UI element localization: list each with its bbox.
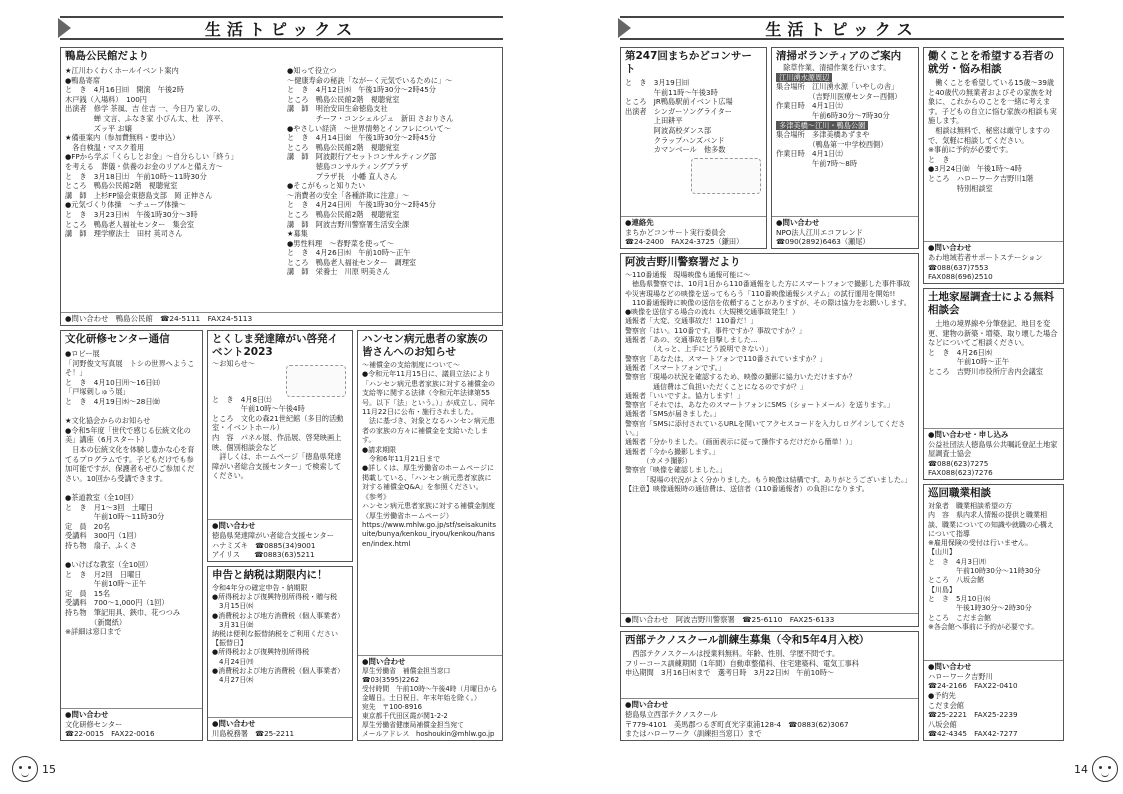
section-body: ●ロビー展 「河野俊文写真展 トシの世界へようこそ！」 と き 4月10日㈪～16日㈰ 「戸塚刺しゅう展」 と き 4月19日㈬～28日㈮ ★文化協会からのお知らせ ●令和5年度「世代で感じる伝統文化の美」講座（6月スタート） 日本の伝統文化を体験し豊かな心を育てるプログラムです。子どもだけでも参加可能ですが、保護者もぜひご参加ください。10回から受講できます。 ●茶道教室（全10回） と き 月1～3回 土曜日 午前10時～11時30分 定 員 20名 受講料 300円（1回） 持ち物 扇子、ふくさ ●いけばな教室（全10回） と き 月2回 日曜日 午前10時～正午 定 員 15名 受講料 700～1,000円（1回） 持ち物 筆記用具、鋏巾、花つつみ （新聞紙） ※詳細は窓口まで — [65, 349, 195, 637]
section-body: 土地の境界線や分筆登記、地目を変更、建物の新築・増築、取り壊した場合などについてご相談ください。 と き 4月26日㈬ 午前10時～正午 ところ 吉野川市役所庁舎内会議室 — [928, 319, 1058, 376]
police-section — [620, 253, 919, 627]
music-notes-icon — [691, 158, 761, 194]
section-body: 除草作業、清掃作業を行います。 — [783, 63, 891, 72]
shinkoku-section — [207, 566, 353, 741]
area-label: 多津美橋～江川・鴨島公園 — [776, 121, 868, 130]
contact-heading: ●問い合わせ — [928, 243, 972, 253]
left-banner — [60, 16, 503, 40]
section-body: 対象者 職業相談希望の方 内 容 県内求人情報の提供と職業相談、職業についての知識や就職の心構えについて指導 ※雇用保険の受付は行いません。 【山川】 と き 4月3日㈪ 午前10時30分～11時30分 ところ 八坂会館 【川島】 と き 5月10日㈬ 午後1時30分～2時30分 ところ こだま会館 ※各会館へ事前に予約が必要です。 — [928, 502, 1054, 631]
techno-section — [620, 631, 919, 741]
contact-info: 徳島県発達障がい者総合支援センター ハナミズキ ☎0885(34)9001 アイリス ☎0883(63)5211 — [212, 531, 334, 560]
section-body: 集合場所 多津美橋あずまや （鴨島第一中学校西側） 作業日時 4月1日㈯ 午前7時～8時 — [776, 130, 888, 168]
section-body: ★江川わくわくホールイベント案内 ●鴨島寄席 と き 4月16日㈰ 開演 午後2時 木戸銭（入場料） 100円 出演者 修学 茶風、吉 住吉 一、今日乃 家しの、 蝉 文言、ふなき家 小びん太、杜 淳平、 ズッ平 お嬢 ★備亜案内（参加費無料・要申込） 各自検温・マスク着用 ●FPから学ぶ「くらしとお金」～自分らしい「終う」 を考える 葬儀・供養のお金のリアルと備え方～ と き 3月18日㈯ 午前10時～11時30分 ところ 鴨島公民館2階 視聴覚室 講 師 上杉FP協会東徳島支部 岡 正伸さん ●元気づくり体操 ～チューブ体操～ と き 3月23日㈭ 午後1時30分～3時 ところ 鴨島老人福祉センター 集会室 講 師 理学療法士 田村 英司さん — [65, 66, 238, 239]
concert-section — [620, 47, 767, 249]
section-title: 文化研修センター通信 — [65, 333, 170, 345]
contact-info: 徳島県立西部テクノスクール 〒779-4101 美馬郡つるぎ町貞光字東浦128-4 ☎0883(62)3067 またはハローワーク（訓練担当窓口）まで — [625, 710, 849, 739]
section-body: 集合場所 江川湧水源「いやしの舎」 （吉野川医療センター西側） 作業日時 4月1日㈯ 午前6時30分～7時30分 — [776, 82, 902, 120]
contact-heading: ●問い合わせ — [625, 700, 669, 710]
kamojima-section — [60, 47, 503, 326]
contact-info: ●問い合わせ 鴨島公民館 ☎24-5111 FAX24-5113 — [61, 312, 502, 325]
hansen-section — [357, 330, 503, 741]
section-body: と き 3月19日㈰ 午前11時～午後3時 ところ JR鴨島駅前イベント広場 出演者 シンガーソングライター 上田耕平 阿波高校ダンス部 クラップハンズバンド カマンベール 他多数 — [625, 78, 733, 155]
event-logo-icon — [286, 365, 346, 397]
contact-heading: ●問い合わせ — [212, 719, 256, 729]
tokushima-section — [207, 330, 353, 562]
section-title: 清掃ボランティアのご案内 — [776, 50, 902, 62]
section-title: 西部テクノスクール訓練生募集（令和5年4月入校） — [625, 634, 870, 646]
section-body: 西部テクノスクールは授業料無料。年齢、性別、学歴不問です。 フリーコース訓練期間（1年間）自動車整備科、住宅建築科、電気工事科 申込期間 3月16日㈭まで 選考日時 3月22日㈬ 午前10時～ — [625, 649, 859, 678]
contact-heading: ●問い合わせ — [928, 661, 972, 671]
banner-arrow-icon — [58, 18, 71, 38]
section-body: と き 4月8日㈯ 午前10時～午後4時 ところ 文化の森21世紀館（多目的活動室・イベントホール） 内 容 パネル展、作品展、啓発映画上映、個別相談会など 詳しくは、ホームページ「徳島県発達障がい者総合支援センター」で検索してください。 — [212, 394, 344, 481]
contact-info: ハローワーク吉野川 ☎24-2166 FAX22-0410 ●予約先 こだま会館 ☎25-2221 FAX25-2239 八坂会館 ☎42-4345 FAX42-7277 — [928, 671, 1018, 739]
contact-info: ●問い合わせ 阿波吉野川警察署 ☎25-6110 FAX25-6133 — [621, 613, 918, 626]
section-body: ～110番通報 現場映像も通報可能に～ 徳島県警察では、10月1日から110番通報をした方にスマートフォンで撮影した事件事故や災害現場などの映像を送ってもらう「110番映像通報システム」の試行運用を開始!! 110番通報時に映像の送信を依頼することがありますが、その際は協力をお願いします。 ●映像を送信する場合の流れ（大規模交通事故発生！） 通報者「大変、交通事故だ！110番だ！」 警察官「はい。110番です。事件ですか？事故ですか？」 通報者「あの、交通事故を目撃しました… （えっと、上手にどう説明できない）」 警察官「あなたは、スマートフォンで110番されていますか？」 通報者「スマートフォンです。」 警察官「現場の状況を確認するため、映像の撮影に協力いただけますか？ 通信費はご負担いただくことになるのですが？」 通報者「いいですよ。協力します！」 警察官「それでは、あなたのスマートフォンにSMS（ショートメール）を送ります。」 通報者「SMSが届きました。」 警察官「SMSに添付されているURLを開いてアクセスコードを入力しログインしてください。」 通報者「分かりました。（画面表示に従って操作するだけだから簡単！）」 通報者「今から撮影します。」 （カメラ撮影） 警察官「映像を確認しました。」 「現場の状況がよく分かりました。もう映像は結構です。ありがとうございました。」 【注意】映像通報時の通信費は、送信者（110番通報者）の負担になります。 — [625, 271, 912, 493]
contact-info: 公益社団法人徳島県公共嘱託登記土地家屋調査士協会 ☎088(623)7275 FAX088(623)7276 — [928, 439, 1058, 478]
mascot-icon — [12, 756, 38, 782]
section-title: 土地家屋調査士による無料相談会 — [928, 291, 1054, 316]
seiso-section — [771, 47, 919, 249]
contact-info: 厚生労働省 補償金担当窓口 ☎03(3595)2262 受付時間 午前10時～午後4時（月曜日から金曜日。土日祝日、年末年始を除く。） 宛先 〒100-8916 東京都千代田区霞が関1-2-2 厚生労働省健康局補償金担当宛て メールアドレス hoshoukin@mhlw.go.jp — [362, 667, 498, 738]
banner-title: 生活トピックス — [204, 19, 359, 39]
section-title: とくしま発達障がい啓発イベント2023 — [212, 333, 338, 358]
section-title: 申告と納税は期限内に！ — [212, 569, 328, 581]
page-number: 14 — [1074, 763, 1088, 776]
right-banner — [620, 16, 1064, 40]
section-title: 第247回まちかどコンサート — [625, 50, 752, 75]
contact-info: まちかどコンサート実行委員会 ☎24-2400 FAX24-3725（鎌田） — [625, 227, 744, 247]
junkai-section — [923, 484, 1064, 741]
section-title: ハンセン病元患者の家族の皆さんへのお知らせ — [362, 333, 488, 358]
page-number: 15 — [42, 763, 56, 776]
banner-arrow-icon — [618, 18, 631, 38]
contact-heading: ●問い合わせ — [776, 217, 820, 227]
section-body: 働くことを希望している15歳～39歳と40歳代の無業者およびその家族を対象に、これからのことを一緒に考えます。子どもの自立に悩む家族の相談も実施します。 相談は無料で、秘密は厳守しますので、気軽に相談してください。 ※事前に予約が必要です。 と き ●3月24日㈮ 午後1時～4時 ところ ハローワーク吉野川1階 特別相談室 — [928, 78, 1057, 193]
section-body: 令和4年分の確定申告・納期限 ●所得税および復興特別所得税・贈与税 3月15日㈬ ●消費税および地方消費税（個人事業者） 3月31日㈮ 納税は便利な振替納税をご利用ください【振替日】 ●所得税および復興特別所得税 4月24日㈪ ●消費税および地方消費税（個人事業者） 4月27日㈭ — [212, 584, 345, 685]
tochi-section — [923, 288, 1064, 480]
hataraku-section — [923, 47, 1064, 284]
contact-heading: ●問い合わせ — [212, 521, 256, 531]
mascot-icon — [1092, 756, 1118, 782]
contact-info: 文化研修センター ☎22-0015 FAX22-0016 — [65, 719, 155, 739]
left-page — [0, 0, 561, 794]
section-body: ●知って役立つ ～健康寿命の秘訣「ながーく元気でいるために」～ と き 4月12日㈬ 午後1時30分～2時45分 ところ 鴨島公民館2階 視聴覚室 講 師 明治安田生命徳島支社 チーフ・コンシェルジュ 新田 さおりさん ●やさしい経済 ～世界情勢とインフレについて～ と き 4月14日㈮ 午後1時30分～2時45分 ところ 鴨島公民館2階 視聴覚室 講 師 阿波銀行アセットコンサルティング部 徳島コンサルティングプラザ プラザ長 小幡 直人さん ●そこがもっと知りたい ～消費者の安全「各種詐欺に注意」～ と き 4月24日㈪ 午後1時30分～2時45分 ところ 鴨島公民館2階 視聴覚室 講 師 阿波吉野川警察署生活安全課 ★募集 ●男性料理 ～春野菜を使って～ と き 4月26日㈬ 午前10時～正午 ところ 鴨島老人福祉センター 調理室 講 師 栄養士 川原 明美さん — [287, 66, 454, 277]
banner-title: 生活トピックス — [765, 19, 919, 39]
section-title: 鴨島公民館だより — [65, 50, 149, 62]
contact-info: あわ地域若者サポートステーション ☎088(637)7553 FAX088(696)2510 — [928, 253, 1043, 282]
section-title: 阿波吉野川警察署だより — [625, 256, 741, 268]
right-page — [562, 0, 1123, 794]
contact-heading: ●連絡先 — [625, 217, 654, 227]
section-subtitle: ～お知らせ～ — [212, 359, 255, 368]
contact-info: NPO法人江川エコフレンド ☎090(2892)6463（瀬尾） — [776, 227, 870, 247]
contact-heading: ●問い合わせ — [65, 709, 109, 719]
bunka-section — [60, 330, 203, 741]
section-body: ～補償金の支給制度について～ ●令和元年11月15日に、議員立法により「ハンセン病元患者家族に対する補償金の支給等に関する法律（令和元年法律第55号。以下「法」という。）」が成立し、同年11月22日に公布・施行されました。 法に基づき、対象となるハンセン病元患者の家族の方々に補償金を支給いたします。 ●請求期限 令和6年11月21日まで ●詳しくは、厚生労働省のホームページに掲載している、「ハンセン病元患者家族に対する補償金Q&A」を参照ください。 《参考》 ハンセン病元患者家族に対する補償金制度（厚生労働省ホームページ） https://www.mhlw.go.jp/stf/seisakunitsuite/bunya/kenkou_iryou/kenkou/hansen/index.html — [362, 361, 497, 548]
contact-info: 川島税務署 ☎25-2211 — [212, 729, 295, 739]
section-title: 巡回職業相談 — [928, 487, 991, 499]
section-title: 働くことを希望する若者の就労・悩み相談 — [928, 50, 1054, 75]
contact-heading: ●問い合わせ・申し込み — [928, 429, 1009, 439]
contact-heading: ●問い合わせ — [362, 657, 406, 666]
area-label: 江川湧水源周辺 — [776, 73, 832, 82]
